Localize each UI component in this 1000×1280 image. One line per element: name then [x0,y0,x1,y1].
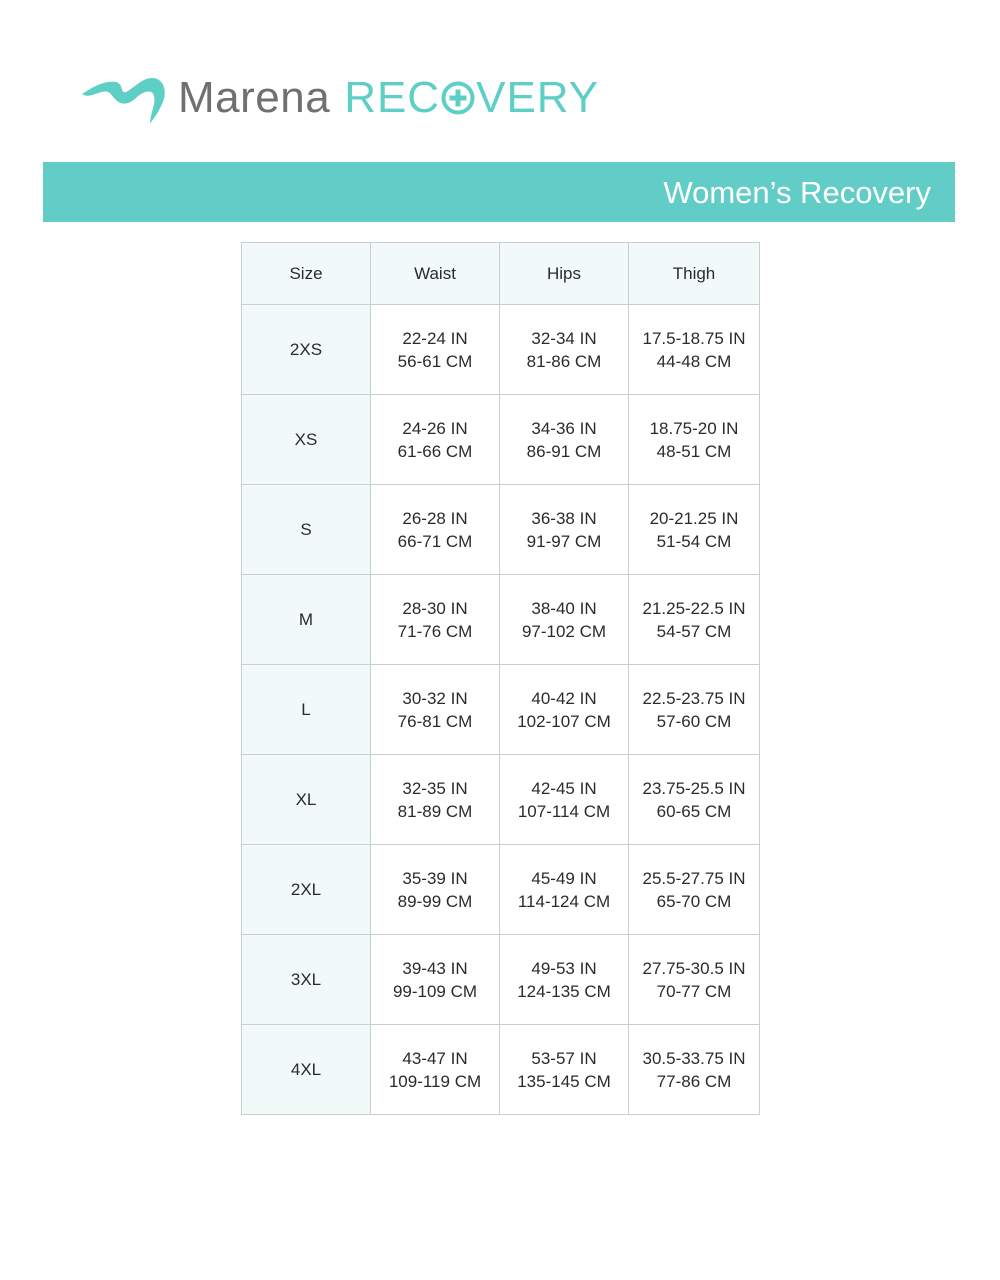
size-chart-table [241,242,760,1115]
thigh-centimeters: 48-51 CM [656,441,732,461]
waist-cell [371,665,500,755]
hips-inches: 40-42 IN [531,688,597,708]
waist-cell [371,485,500,575]
thigh-cell [629,395,760,485]
thigh-centimeters: 60-65 CM [656,801,732,821]
header-thigh: Thigh [629,243,760,305]
waist-inches: 35-39 IN [402,868,468,888]
hips-centimeters: 114-124 CM [517,891,611,911]
section-banner [43,162,955,222]
thigh-inches: 21.25-22.5 IN [642,598,746,618]
thigh-cell [629,485,760,575]
header-waist: Waist [371,243,500,305]
table-row [242,485,760,575]
hips-cell [500,305,629,395]
waist-cell [371,395,500,485]
size-cell: S [242,485,371,575]
hips-inches: 38-40 IN [531,598,597,618]
hips-cell [500,845,629,935]
hips-cell [500,935,629,1025]
hips-inches: 49-53 IN [531,958,597,978]
waist-cell [371,575,500,665]
thigh-centimeters: 54-57 CM [656,621,732,641]
waist-centimeters: 81-89 CM [397,801,473,821]
waist-inches: 30-32 IN [402,688,468,708]
waist-inches: 26-28 IN [402,508,468,528]
thigh-inches: 18.75-20 IN [649,418,739,438]
waist-centimeters: 71-76 CM [397,621,473,641]
hips-cell [500,575,629,665]
thigh-cell [629,755,760,845]
hips-centimeters: 124-135 CM [517,981,611,1001]
hips-inches: 34-36 IN [531,418,597,438]
thigh-centimeters: 57-60 CM [656,711,732,731]
header-size: Size [242,243,371,305]
waist-inches: 32-35 IN [402,778,468,798]
hips-inches: 32-34 IN [531,328,597,348]
waist-inches: 43-47 IN [402,1048,468,1068]
brand-subtitle-suffix: VERY [476,73,600,122]
hips-cell [500,485,629,575]
waist-inches: 22-24 IN [402,328,468,348]
thigh-centimeters: 70-77 CM [656,981,732,1001]
size-cell: M [242,575,371,665]
size-cell: 2XS [242,305,371,395]
hips-cell [500,755,629,845]
hips-centimeters: 81-86 CM [526,351,602,371]
header-hips: Hips [500,243,629,305]
waist-cell [371,1025,500,1115]
table-row [242,845,760,935]
thigh-centimeters: 44-48 CM [656,351,732,371]
thigh-inches: 20-21.25 IN [649,508,739,528]
table-row [242,755,760,845]
table-header-row [242,243,760,305]
hips-cell [500,1025,629,1115]
hips-centimeters: 102-107 CM [517,711,611,731]
size-cell: XS [242,395,371,485]
waist-inches: 28-30 IN [402,598,468,618]
brand-subtitle [344,70,599,126]
thigh-inches: 27.75-30.5 IN [642,958,746,978]
marena-swoosh-icon [80,70,172,126]
waist-centimeters: 76-81 CM [397,711,473,731]
banner-title: Women’s Recovery [663,175,931,210]
waist-centimeters: 109-119 CM [388,1071,482,1091]
hips-centimeters: 107-114 CM [517,801,611,821]
thigh-centimeters: 65-70 CM [656,891,732,911]
thigh-inches: 23.75-25.5 IN [642,778,746,798]
brand-subtitle-prefix: REC [344,73,441,122]
hips-cell [500,665,629,755]
waist-inches: 24-26 IN [402,418,468,438]
size-cell: L [242,665,371,755]
waist-centimeters: 61-66 CM [397,441,473,461]
table-row [242,395,760,485]
size-cell: XL [242,755,371,845]
size-cell: 3XL [242,935,371,1025]
table-row [242,305,760,395]
table-row [242,575,760,665]
hips-inches: 53-57 IN [531,1048,597,1068]
table-row [242,665,760,755]
thigh-inches: 22.5-23.75 IN [642,688,746,708]
thigh-cell [629,935,760,1025]
size-cell: 2XL [242,845,371,935]
thigh-cell [629,665,760,755]
table-row [242,1025,760,1115]
hips-centimeters: 86-91 CM [526,441,602,461]
waist-cell [371,845,500,935]
waist-cell [371,935,500,1025]
thigh-cell [629,305,760,395]
waist-cell [371,305,500,395]
table-row [242,935,760,1025]
hips-inches: 42-45 IN [531,778,597,798]
hips-cell [500,395,629,485]
hips-centimeters: 97-102 CM [521,621,607,641]
medical-cross-icon [441,81,475,115]
thigh-cell [629,845,760,935]
hips-centimeters: 135-145 CM [517,1071,611,1091]
waist-centimeters: 99-109 CM [392,981,478,1001]
thigh-cell [629,1025,760,1115]
size-cell: 4XL [242,1025,371,1115]
brand-name: Marena [178,73,331,122]
thigh-inches: 17.5-18.75 IN [642,328,746,348]
waist-centimeters: 66-71 CM [397,531,473,551]
thigh-cell [629,575,760,665]
brand-logo [80,70,599,126]
hips-inches: 36-38 IN [531,508,597,528]
thigh-inches: 25.5-27.75 IN [642,868,746,888]
waist-inches: 39-43 IN [402,958,468,978]
hips-centimeters: 91-97 CM [526,531,602,551]
waist-centimeters: 89-99 CM [397,891,473,911]
waist-cell [371,755,500,845]
thigh-inches: 30.5-33.75 IN [642,1048,746,1068]
thigh-centimeters: 77-86 CM [656,1071,732,1091]
thigh-centimeters: 51-54 CM [656,531,732,551]
hips-inches: 45-49 IN [531,868,597,888]
waist-centimeters: 56-61 CM [397,351,473,371]
